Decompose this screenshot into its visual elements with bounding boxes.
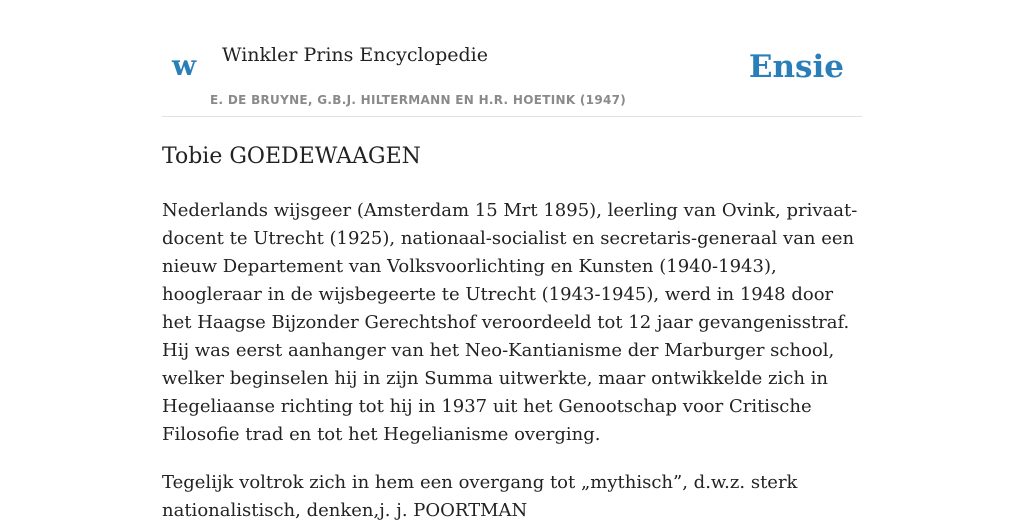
brand-logo[interactable]: Ensie (748, 49, 844, 85)
page-container (162, 0, 862, 525)
source-logo[interactable]: w (172, 49, 197, 82)
article-title: Tobie GOEDEWAAGEN (162, 144, 421, 169)
source-title[interactable]: Winkler Prins Encyclopedie (222, 44, 488, 66)
article-paragraph: Nederlands wijsgeer (Amsterdam 15 Mrt 1895), leerling van Ovink, privaat-docent te Utrecht (1925), nationaal-socialist en secretaris-generaal van een nieuw Departement van Volksvoorlichting en Kunsten (1940-1943), hoogleraar in de wijsbegeerte te Utrecht (1943-1945), werd in 1948 door het Haagse Bijzonder Gerechtshof veroordeeld tot 12 jaar gevangenisstraf. Hij was eerst aanhanger van het Neo-Kantianisme der Marburger school, welker beginselen hij in zijn Summa uitwerkte, maar ontwikkelde zich in Hegeliaanse richting tot hij in 1937 uit het Genootschap voor Critische Filosofie trad en tot het Hegelianisme overging. (162, 200, 858, 445)
article-paragraph: Tegelijk voltrok zich in hem een overgang tot „mythisch”, d.w.z. sterk nationalistisch, denken,j. j. POORTMAN (162, 472, 798, 521)
source-header (162, 0, 862, 117)
source-authors: E. DE BRUYNE, G.B.J. HILTERMANN EN H.R. HOETINK (1947) (210, 93, 627, 107)
